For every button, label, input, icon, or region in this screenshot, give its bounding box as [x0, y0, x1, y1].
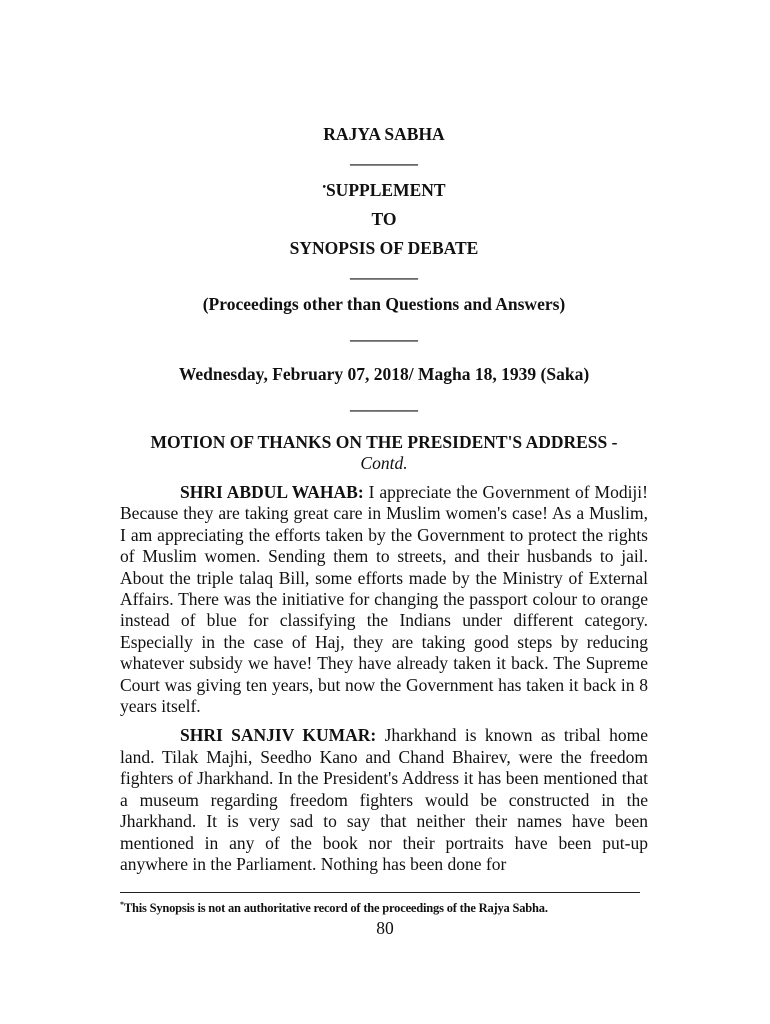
session-date: Wednesday, February 07, 2018/ Magha 18, 1939 (Saka) [178, 364, 590, 384]
footnote-rule [120, 892, 640, 893]
speech-paragraph [120, 482, 648, 717]
proceedings-subtitle: (Proceedings other than Questions and Answers) [202, 294, 566, 314]
footnote-text: This Synopsis is not an authoritative record of the proceedings of the Rajya Sabha. [123, 901, 548, 915]
motion-contd: Contd. [360, 453, 408, 473]
house-title: RAJYA SABHA [323, 124, 445, 144]
page-number: 80 [376, 918, 394, 938]
speaker-name: SHRI SANJIV KUMAR: [180, 725, 377, 746]
speech-text: Jharkhand is known as tribal home land. Tilak Majhi, Seedho Kano and Chand Bhairev, were the freedom fighters of Jharkhand. In the President's Address it has been mentioned that a museum regarding freedom fighters would be constructed in the Jharkhand. It is very sad to say that neither their names have been mentioned in any of the book nor their portraits have been put-up anywhere in the Parliament. Nothing has been done for [120, 725, 648, 874]
motion-title: MOTION OF THANKS ON THE PRESIDENT'S ADDRESS - [150, 432, 618, 452]
speech-text: I appreciate the Government of Modiji! Because they are taking great care in Muslim women's case! As a Muslim, I am appreciating the efforts taken by the Government to protect the rights of Muslim women. Sending them to streets, and their husbands to jail. About the triple talaq Bill, some efforts made by the Ministry of External Affairs. There was the initiative for changing the passport colour to orange instead of blue for classifying the Indians under different category. Especially in the case of Haj, they are taking good steps by reducing whatever subsidy we have! They have already taken it back. The Supreme Court was giving ten years, but now the Government has taken it back in 8 years itself. [120, 482, 648, 717]
speech-paragraph [120, 725, 648, 875]
speaker-name: SHRI ABDUL WAHAB: [180, 482, 364, 502]
divider: ———— [350, 330, 418, 349]
supplement-heading [120, 180, 648, 201]
to-heading: TO [371, 209, 397, 229]
divider: ———— [350, 154, 418, 173]
motion-heading [120, 432, 648, 474]
divider: ———— [350, 400, 418, 419]
synopsis-heading: SYNOPSIS OF DEBATE [289, 238, 479, 258]
footnote-marker: * [120, 900, 124, 909]
footnote [120, 900, 548, 916]
supplement-marker: • [322, 182, 326, 193]
document-page [120, 120, 648, 875]
supplement-label: SUPPLEMENT [325, 180, 446, 200]
divider: ———— [350, 268, 418, 287]
